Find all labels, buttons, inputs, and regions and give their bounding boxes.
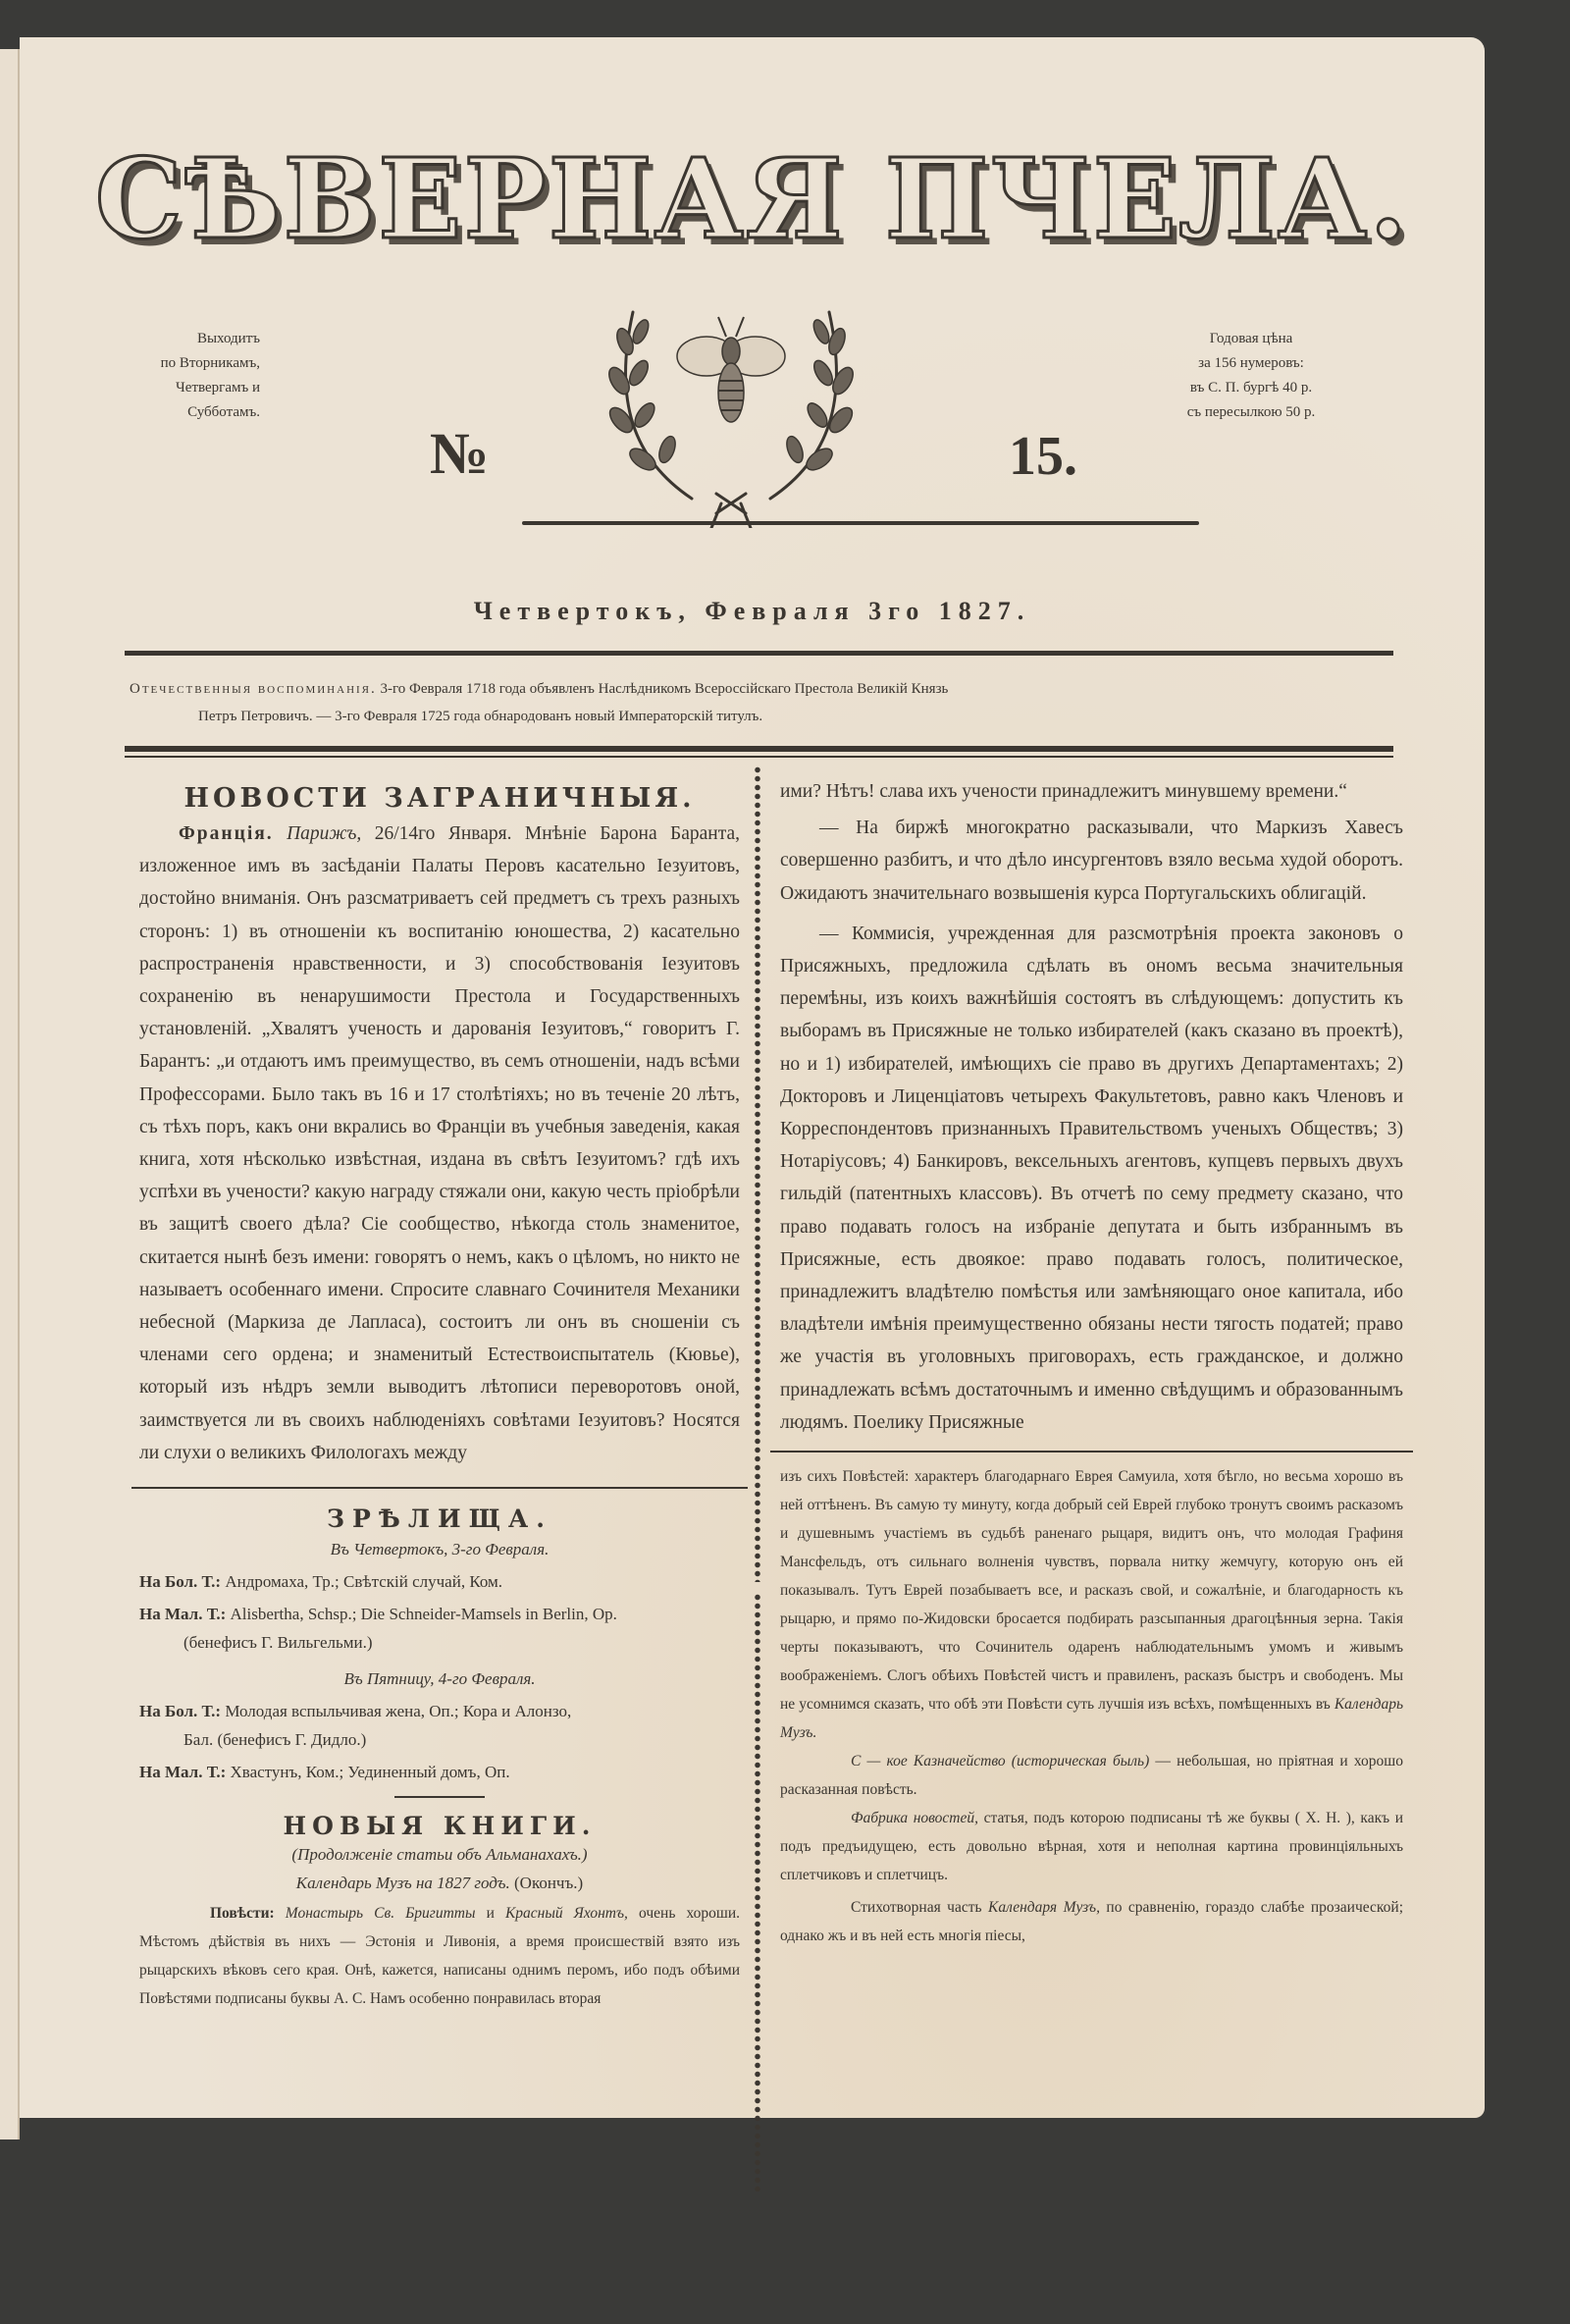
spectacles-heading: ЗРѢЛИЩА.	[327, 1505, 552, 1534]
date-rule	[125, 651, 1393, 656]
section-rule	[131, 1487, 748, 1489]
review-paragraph-2	[780, 1747, 1403, 1804]
review-text: статья, подъ которою подписаны тѣ же буквы ( Х. Н. ), какъ и подъ предъидущею, есть довольно вѣрная, хотя и неполная картина провинціяльныхъ сплетчиковъ и сплетчицъ.	[780, 1810, 1404, 1884]
spectacles-item	[139, 1758, 740, 1786]
spectacles-day-2: Въ Пятницу, 4-го Февраля.	[343, 1669, 536, 1689]
national-memorials	[130, 675, 1405, 730]
story-title-2: Красный Яхонтъ,	[504, 1905, 628, 1923]
price-line: съ пересылкою 50 р.	[1186, 404, 1316, 420]
newspaper-title: СѢВЕРНАЯ ПЧЕЛА.	[94, 135, 1410, 264]
article-city: Парижъ,	[287, 823, 362, 844]
work-title: Календарь Музъ на 1827 годъ.	[295, 1874, 510, 1893]
column-divider-lower	[754, 1593, 761, 2192]
section-rule	[770, 1451, 1413, 1452]
theatre-name: На Бол. Т.:	[139, 1702, 222, 1721]
article-body: Мнѣніе Барона Баранта, изложенное имъ въ засѣданіи Палаты Перовъ касательно Іезуитовъ, достойно вниманія. Онъ разсматриваетъ сей предметъ съ трехъ разныхъ сторонъ: 1) въ отношеніи къ воспитанію юношества, 2) касательно распространенія нравственности, и 3) способствованія Іезуитовъ сохраненію въ ненарушимости Престола и Государственныхъ установленій. „Хвалятъ ученость и дарованія Іезуитовъ,“ говоритъ Г. Барантъ: „и отдаютъ имъ преимущество, въ семъ отношеніи, надъ всѣми Профессорами. Было такъ въ 16 и 17 столѣтіяхъ; но въ теченіе 20 лѣтъ, съ тѣхъ поръ, какъ они вкрались во Франціи въ учебныя заведенія, какая книга, хотя нѣсколько извѣстная, издана въ свѣтъ Іезуитомъ? гдѣ ихъ успѣхи въ учености? какую награду стяжали они, какую честь пріобрѣли въ защитѣ своего дѣла? Сіе сообщество, нѣкогда столь знаменитое, скитается нынѣ безъ имени: говорятъ о немъ, какъ о цѣломъ, но никто не называетъ особеннаго имени. Спросите славнаго Сочинителя Механики небесной (Маркиза де Лапласа), состоитъ ли онъ въ сношеніи съ членами сего ордена; и знаменитый Естествоиспытатель (Кювье), который изъ нѣдръ земли выводитъ лѣтописи переворотовъ оной, заимствуется ли въ своихъ наблюденіяхъ совѣтами Іезуитовъ? Носятся ли слухи о великихъ Филологахъ между	[139, 823, 741, 1463]
article-date: 26/14го Января.	[374, 823, 512, 844]
calendar-reference: Календаря Музъ,	[988, 1899, 1100, 1917]
schedule-line: по Вторникамъ,	[160, 355, 260, 371]
memorials-rule-thick	[125, 746, 1393, 752]
theatre-program: Alisbertha, Schsp.; Die Schneider-Mamsels in Berlin, Op.	[230, 1605, 617, 1624]
memorials-line-1: 3-го Февраля 1718 года объявленъ Наслѣдникомъ Всероссійскаго Престола Великій Князь	[380, 681, 949, 697]
theatre-program: Андромаха, Тр.; Свѣтскій случай, Ком.	[225, 1572, 503, 1592]
schedule-line: Выходитъ	[196, 331, 260, 346]
masthead-rule	[522, 521, 1199, 525]
work-suffix: (Окончъ.)	[514, 1874, 584, 1893]
conjunction: и	[486, 1905, 495, 1923]
theatre-name: На Бол. Т.:	[139, 1572, 222, 1592]
review-paragraph-3	[780, 1804, 1403, 1889]
theatre-name: На Мал. Т.:	[139, 1763, 227, 1782]
article-paragraph-3: — Коммисія, учрежденная для разсмотрѣнія проекта законовъ о Присяжныхъ, предложила сдѣлать въ ономъ весьма значительныя перемѣны, изъ коихъ важнѣйшія состоятъ въ слѣдующемъ: допустить къ выборамъ въ Присяжные не только избирателей (какъ сказано въ проектѣ), но и 1) избирателей, имѣющихъ сіе право въ другихъ Департаментахъ; 2) Докторовъ и Лиценціатовъ четырехъ Факультетовъ, равно какъ Членовъ и Корреспондентовъ признанныхъ Правительствомъ ученыхъ Обществъ; 3) Нотаріусовъ; 4) Банкировъ, вексельныхъ агентовъ, купцевъ первыхъ двухъ гильдій (патентныхъ классовъ). Въ отчетѣ по сему предмету сказано, что право подавать голосъ на избраніе депутата и быть избраннымъ въ Присяжные, есть двоякое: право подавать голосъ, политическое, принадлежитъ владѣтелю помѣстья или замѣняющаго оное капитала, ибо владѣтели имѣнія преимущественно обязаны нести тягость податей; право же участія въ уголовныхъ приговорахъ, есть гражданское, и должно принадлежать всѣмъ достаточнымъ и именно свѣдущимъ и образованнымъ людямъ. Поелику Присяжные	[780, 923, 1403, 1433]
review-lead: Повѣсти:	[210, 1905, 275, 1923]
foreign-news-heading: НОВОСТИ ЗАГРАНИЧНЫЯ.	[183, 783, 696, 814]
story-title: С — кое Казначейство (историческая быль)	[851, 1753, 1150, 1770]
article-country: Франція.	[179, 823, 274, 844]
issue-date: Четвертокъ, Февраля 3го 1827.	[473, 597, 1031, 625]
newspaper-page	[20, 37, 1485, 2118]
review-lead: Стихотворная часть	[851, 1899, 982, 1917]
benefit-note: Бал. (бенефисъ Г. Дидло.)	[183, 1730, 367, 1750]
review-text: по сравненію, гораздо слабѣе прозаической; однако жъ и въ ней есть многія піесы,	[780, 1899, 1404, 1945]
schedule-line: Четвергамъ и	[176, 380, 260, 396]
number-sign: №	[430, 421, 490, 486]
column-divider-upper	[754, 766, 761, 1582]
price-line: въ С. П. бургѣ 40 р.	[1189, 380, 1313, 396]
foreign-news-article	[139, 818, 740, 1469]
theatre-program: Хвастунъ, Ком.; Уединенный домъ, Оп.	[230, 1763, 510, 1782]
left-column	[139, 783, 740, 2013]
issue-number: 15.	[1009, 426, 1077, 487]
schedule-line: Субботамъ.	[187, 404, 260, 420]
review-paragraph	[139, 1899, 740, 2013]
review-continuation	[780, 1462, 1403, 1747]
spectacles-day-1: Въ Четвертокъ, 3-го Февраля.	[330, 1540, 550, 1559]
story-title: Фабрика новостей,	[851, 1810, 979, 1827]
right-column	[780, 775, 1403, 1950]
new-books-heading: НОВЫЯ КНИГИ.	[283, 1812, 597, 1841]
theatre-program: Молодая вспыльчивая жена, Оп.; Кора и Алонзо,	[225, 1702, 572, 1721]
article-paragraph-2: — На биржѣ многократно расказывали, что Маркизъ Хавесъ совершенно разбитъ, и что дѣло инсургентовъ взяло весьма худой оборотъ. Ожидаютъ значительнаго возвышенія курса Португальскихъ облигацій.	[780, 818, 1403, 904]
reviewed-work	[139, 1869, 740, 1897]
spectacles-item	[139, 1567, 740, 1596]
publication-schedule	[132, 327, 260, 425]
story-title-1: Монастырь Св. Бригитты	[285, 1905, 476, 1923]
price-line: Годовая цѣна	[1209, 331, 1293, 346]
price-line: за 156 нумеровъ:	[1198, 355, 1304, 371]
review-text: изъ сихъ Повѣстей: характеръ благодарнаго Еврея Самуила, хотя бѣгло, но весьма хорошо въ ней оттѣненъ. Въ самую ту минуту, когда добрый сей Еврей глубоко тронутъ своимъ расказомъ и душевнымъ участіемъ въ судьбѣ раненаго рыцаря, видитъ онъ, что молодая Графиня Мансфельдъ, отъ сильнаго волненія чувствъ, порвала нитку жемчугу, которую онъ ей показывалъ. Тутъ Еврей позабываетъ все, и расказъ свой, и сожалѣніе, и благодарность къ рыцарю, и прямо по-Жидовски бросается подбирать разсыпанныя драгоцѣнныя зерна. Такія черты показываютъ, что Сочинитель одаренъ наблюдательнымъ умомъ и живымъ воображеніемъ. Слогъ обѣихъ Повѣстей чистъ и правиленъ, расказъ быстръ и свободенъ. Мы не усомнимся сказать, что обѣ эти Повѣсти суть лучшія изъ всѣхъ, помѣщенныхъ въ	[780, 1468, 1403, 1714]
spectacles-item	[139, 1697, 740, 1754]
theatre-name: На Мал. Т.:	[139, 1605, 227, 1624]
new-books-subtitle: (Продолженіе статьи объ Альманахахъ.)	[291, 1845, 588, 1865]
calendar-reference: Календарь Музъ.	[780, 1696, 1403, 1742]
short-rule	[394, 1796, 485, 1798]
review-text: очень хороши. Мѣстомъ дѣйствія въ нихъ — Эстонія и Ливонія, а время происшествій взято изъ рыцарскихъ вѣковъ сего края. Онѣ, кажется, написаны однимъ перомъ, ибо подъ обѣими Повѣстями подписаны буквы А. С. Намъ особенно понравилась вторая	[139, 1905, 741, 2008]
memorials-lead: Отечественныя воспоминанія.	[130, 681, 377, 697]
review-paragraph-4	[780, 1893, 1403, 1950]
memorials-rule-thin	[125, 756, 1393, 758]
spectacles-item	[139, 1600, 740, 1657]
adjacent-page-edge	[0, 49, 20, 2139]
bee-wreath-emblem-icon	[574, 283, 888, 528]
review-text: — небольшая, но пріятная и хорошо расказанная повѣсть.	[780, 1753, 1403, 1799]
memorials-line-2: Петръ Петровичъ. — 3-го Февраля 1725 года обнародованъ новый Императорскій титулъ.	[198, 709, 763, 724]
article-continuation: ими? Нѣтъ! слава ихъ учености принадлежитъ минувшему времени.“	[780, 781, 1347, 802]
annual-price	[1168, 327, 1334, 425]
benefit-note: (бенефисъ Г. Вильгельми.)	[183, 1633, 373, 1653]
